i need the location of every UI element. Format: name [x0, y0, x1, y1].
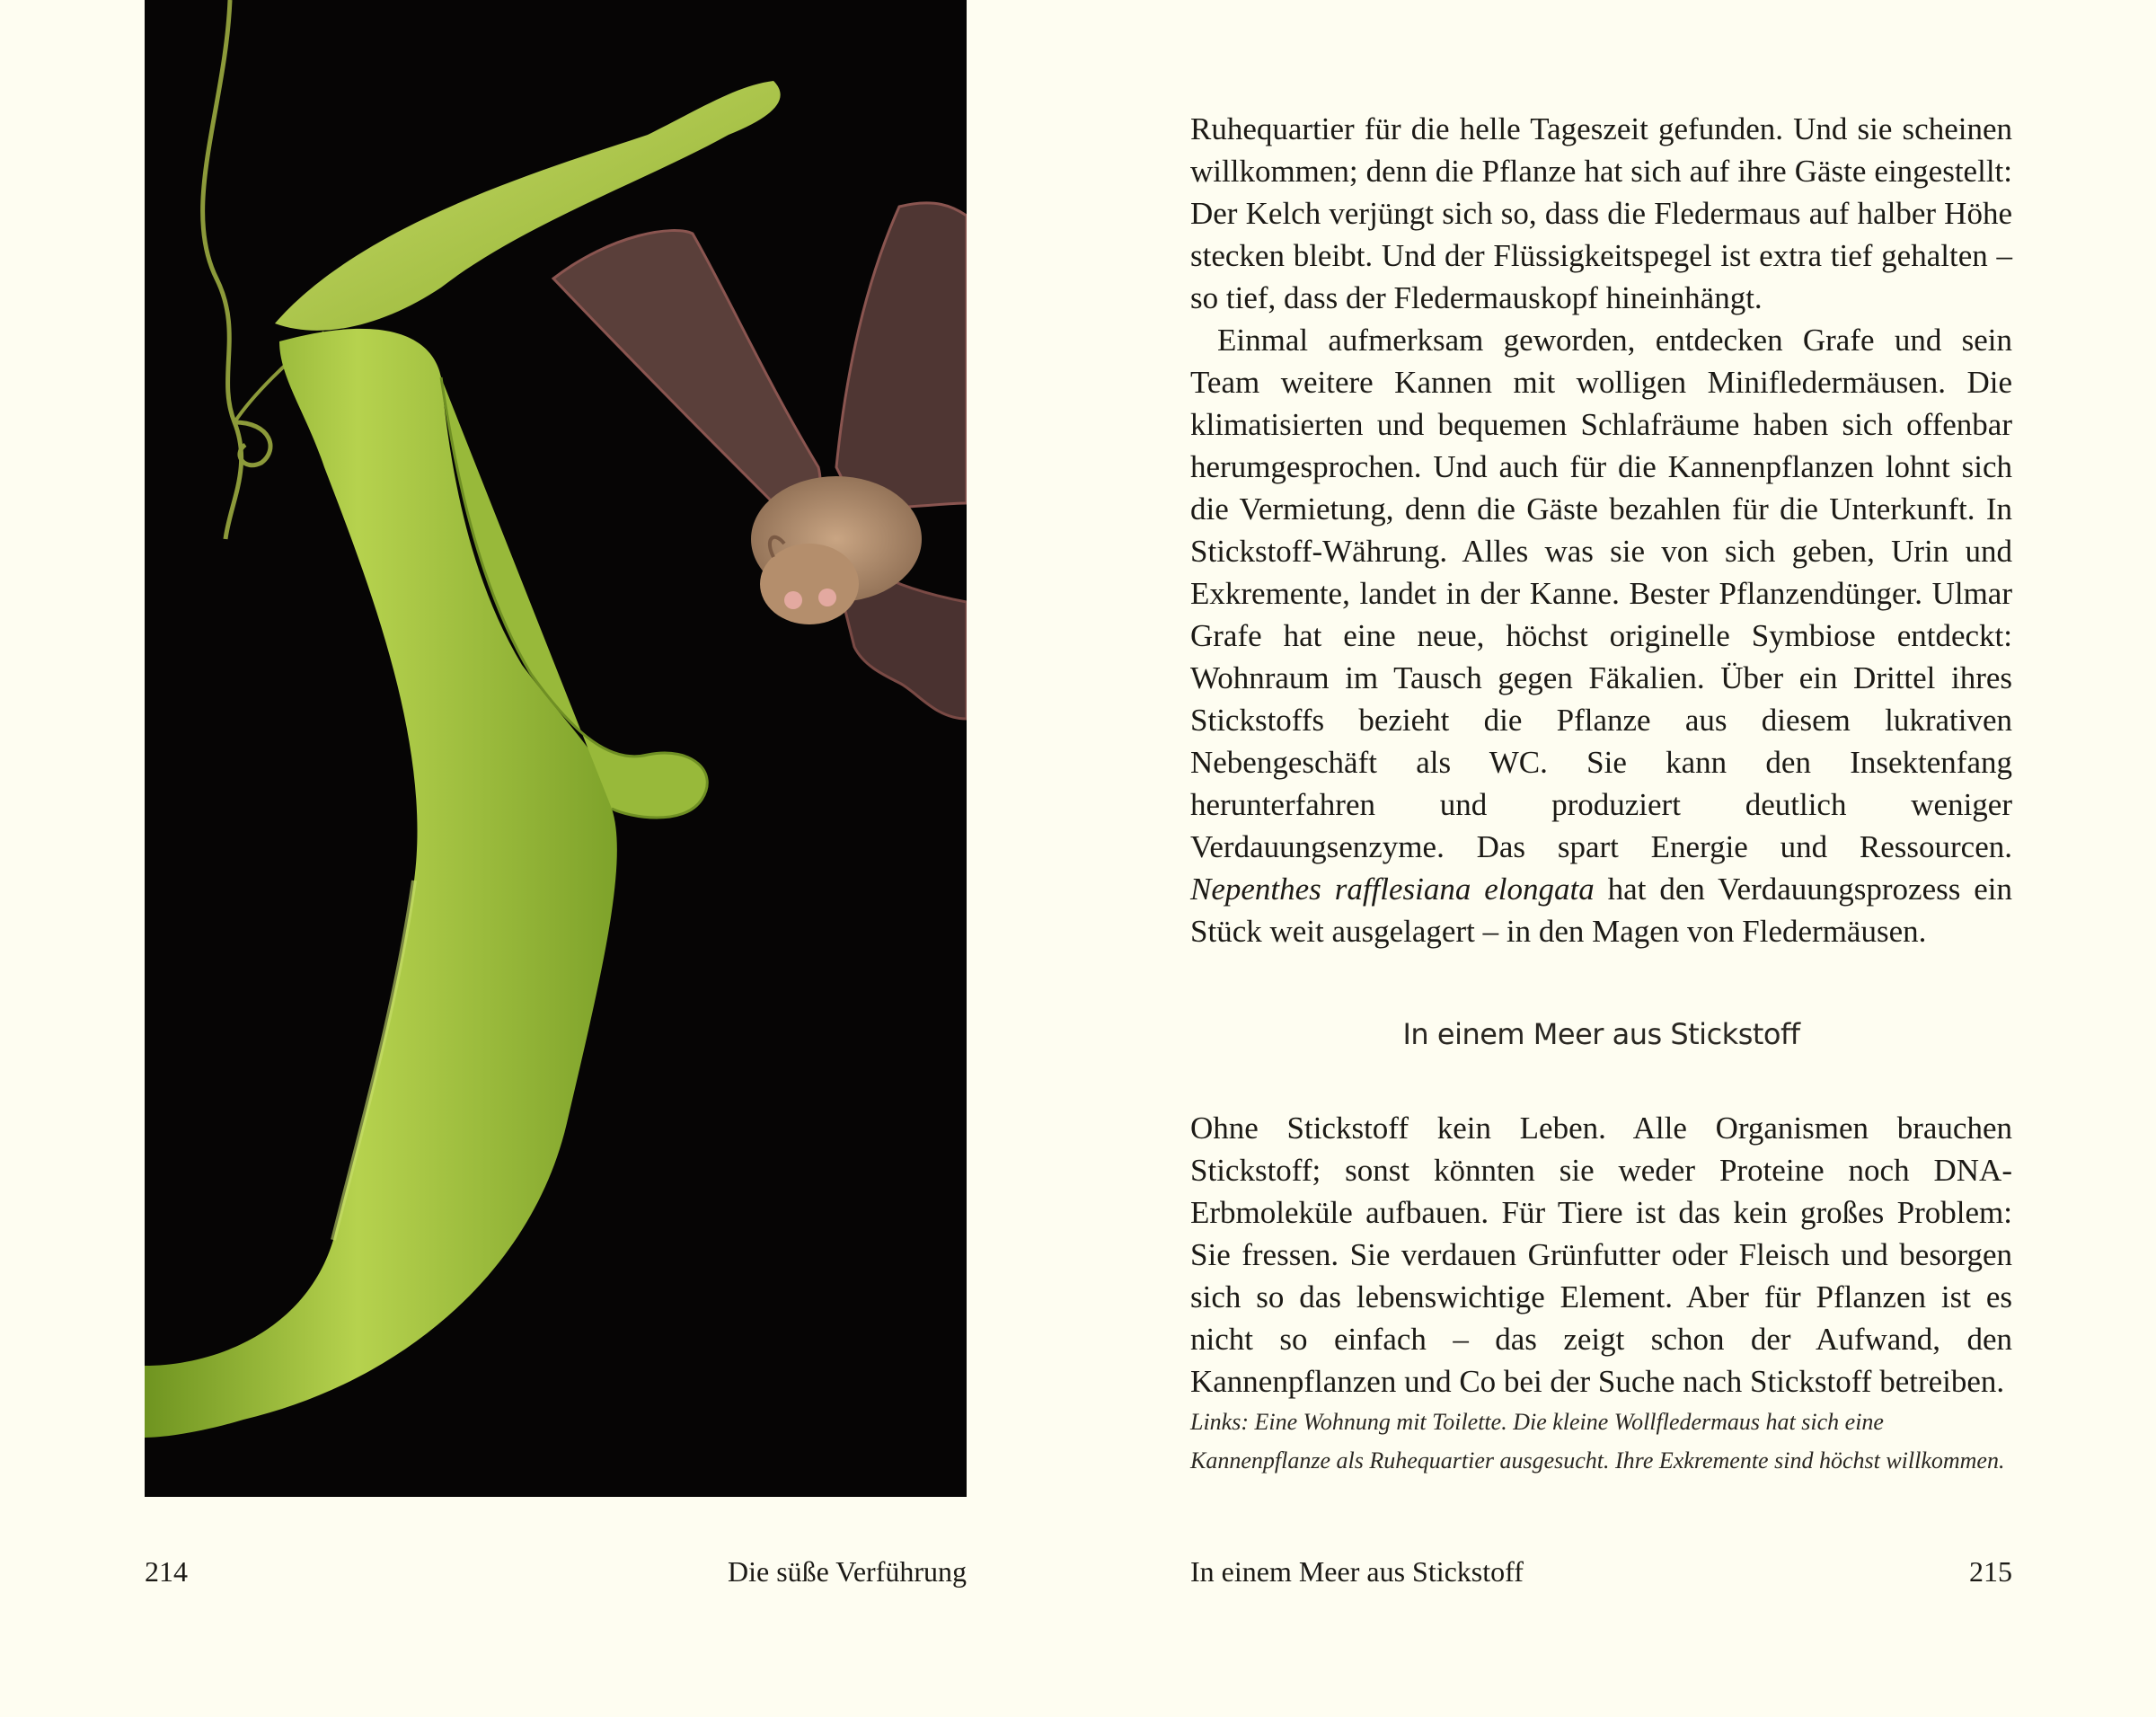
running-head-right: In einem Meer aus Stickstoff: [1190, 1555, 1524, 1588]
paragraph-2-tail: hat den Verdauungsprozess ein Stück weit ausgelagert – in den Magen von Fledermäusen.: [1190, 872, 2013, 949]
page-number-left: 214: [145, 1555, 188, 1588]
photo-illustration: [145, 0, 967, 1497]
page-number-right: 215: [1969, 1555, 2012, 1588]
bat-wing-right: [836, 203, 967, 508]
bat-wing-left: [553, 231, 820, 507]
bat-head: [760, 544, 859, 624]
paragraph-1: Ruhequartier für die helle Tageszeit gefunden. Und sie scheinen willkommen; denn die Pflanze hat sich auf ihre Gäste eingestellt: Der Kelch verjüngt sich so, dass die Fledermaus auf halber Höhe stecken bleibt. Und der Flüssigkeitspegel ist extra tief gehalten – so tief, dass der Fledermauskopf hineinhängt.: [1190, 111, 2012, 315]
pitcher-plant-bat-photo: [145, 0, 967, 1497]
species-name: Nepenthes rafflesiana elongata: [1190, 872, 1595, 907]
tendril: [203, 0, 242, 539]
right-page-text: [1190, 108, 2012, 1480]
pitcher-body: [145, 329, 617, 1438]
paragraph-2-body: Einmal aufmerksam geworden, entdecken Grafe und sein Team weitere Kannen mit wolligen Minifledermäusen. Die klimatisierten und bequemen Schlafräume haben sich offenbar herumgesprochen. Und auch für die Kannenpflanzen lohnt sich die Vermietung, denn die Gäste bezahlen für die Unterkunft. In Stickstoff-Währung. Alles was sie von sich geben, Urin und Exkremente, landet in der Kanne. Bester Pflanzendünger. Ulmar Grafe hat eine neue, höchst originelle Symbiose entdeckt: Wohnraum im Tausch gegen Fäkalien. Über ein Drittel ihres Stickstoffs bezieht die Pflanze aus diesem lukrativen Nebengeschäft als WC. Sie kann den Insektenfang herunterfahren und produziert deutlich weniger Verdauungsenzyme. Das spart Energie und Ressourcen.: [1190, 323, 2012, 864]
running-head-left: Die süße Verführung: [727, 1555, 967, 1588]
paragraph-2: [1190, 319, 2012, 952]
section-paragraph: Ohne Stickstoff kein Leben. Alle Organismen brauchen Stickstoff; sonst könnten sie weder Proteine noch DNA-Erbmoleküle aufbauen. Für Tiere ist das kein großes Problem: Sie fressen. Sie verdauen Grünfutter oder Fleisch und besorgen sich so das lebenswichtige Element. Aber für Pflanzen ist es nicht so einfach – das zeigt schon der Aufwand, den Kannenpflanzen und Co bei der Suche nach Stickstoff betreiben.: [1190, 1111, 2012, 1399]
photo-caption: Links: Eine Wohnung mit Toilette. Die kleine Wollfledermaus hat sich eine Kannenpflanze als Ruhequartier ausgesucht. Ihre Exkremente sind höchst willkommen.: [1190, 1409, 2005, 1474]
section-heading: In einem Meer aus Stickstoff: [1402, 1017, 1800, 1051]
